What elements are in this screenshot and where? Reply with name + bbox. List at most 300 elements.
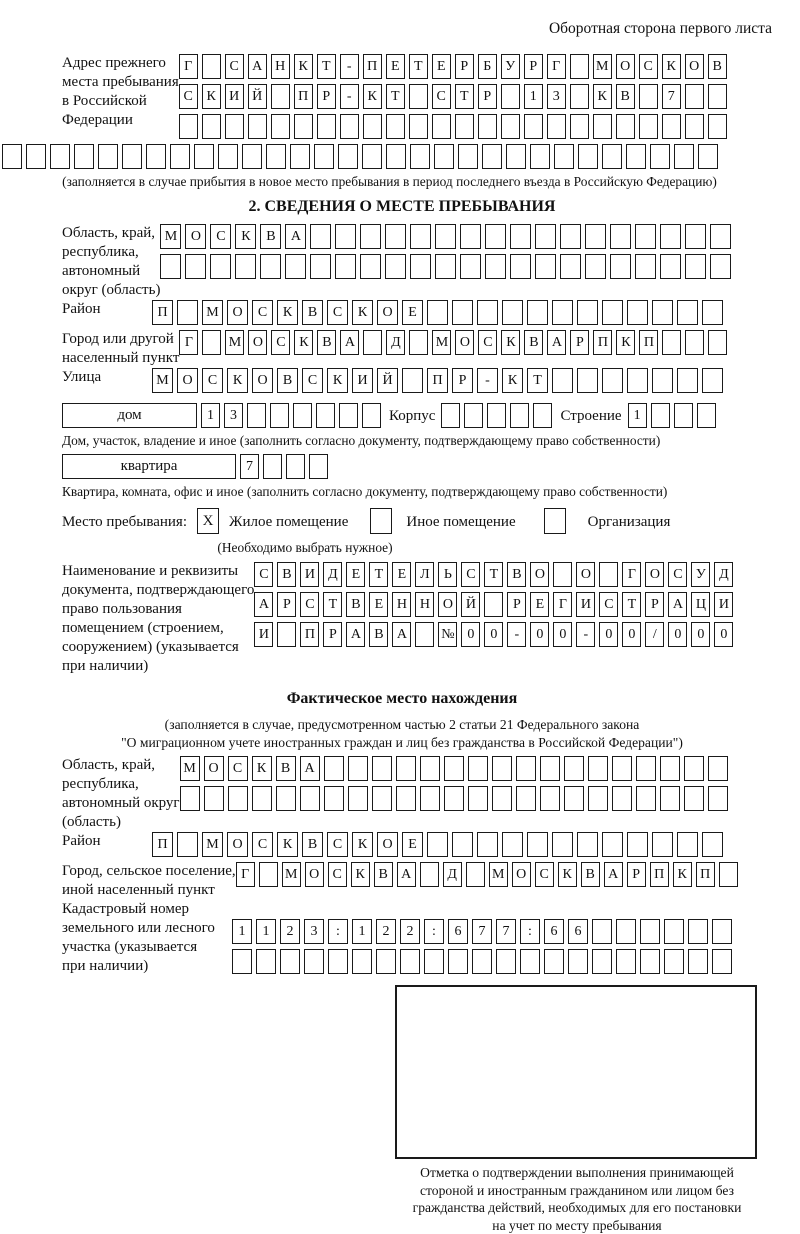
char-cell[interactable] xyxy=(452,300,473,325)
char-cell[interactable] xyxy=(570,84,589,109)
char-cell[interactable] xyxy=(50,144,70,169)
char-cell[interactable] xyxy=(520,949,540,974)
char-cell[interactable]: О xyxy=(204,756,224,781)
char-cell[interactable]: В xyxy=(708,54,727,79)
char-cell[interactable] xyxy=(664,919,684,944)
char-cell[interactable]: К xyxy=(294,54,313,79)
char-cell[interactable] xyxy=(477,832,498,857)
char-cell[interactable]: Г xyxy=(547,54,566,79)
char-cell[interactable] xyxy=(674,403,693,428)
char-cell[interactable] xyxy=(263,454,282,479)
char-cell[interactable]: Р xyxy=(645,592,664,617)
char-cell[interactable]: О xyxy=(438,592,457,617)
char-cell[interactable] xyxy=(702,368,723,393)
char-cell[interactable]: К xyxy=(673,862,692,887)
char-cell[interactable]: С xyxy=(252,832,273,857)
char-cell[interactable]: В xyxy=(507,562,526,587)
char-cell[interactable] xyxy=(277,622,296,647)
char-cell[interactable] xyxy=(179,114,198,139)
char-cell[interactable]: 2 xyxy=(376,919,396,944)
char-cell[interactable] xyxy=(434,144,454,169)
checkbox-inoe[interactable] xyxy=(370,508,392,534)
char-cell[interactable] xyxy=(314,144,334,169)
char-cell[interactable]: А xyxy=(285,224,306,249)
char-cell[interactable]: 0 xyxy=(461,622,480,647)
char-cell[interactable]: К xyxy=(294,330,313,355)
char-cell[interactable] xyxy=(160,254,181,279)
char-cell[interactable] xyxy=(547,114,566,139)
char-cell[interactable] xyxy=(588,756,608,781)
char-cell[interactable]: В xyxy=(346,592,365,617)
char-cell[interactable] xyxy=(685,84,704,109)
char-cell[interactable] xyxy=(271,114,290,139)
char-cell[interactable] xyxy=(420,862,439,887)
char-cell[interactable] xyxy=(533,403,552,428)
char-cell[interactable] xyxy=(466,862,485,887)
char-cell[interactable]: Г xyxy=(179,330,198,355)
char-cell[interactable]: В xyxy=(524,330,543,355)
char-cell[interactable]: У xyxy=(501,54,520,79)
char-cell[interactable]: / xyxy=(645,622,664,647)
char-cell[interactable] xyxy=(650,144,670,169)
char-cell[interactable] xyxy=(74,144,94,169)
char-cell[interactable] xyxy=(435,254,456,279)
char-cell[interactable]: С xyxy=(327,832,348,857)
char-cell[interactable] xyxy=(636,756,656,781)
char-cell[interactable] xyxy=(697,403,716,428)
char-cell[interactable] xyxy=(362,403,381,428)
char-cell[interactable] xyxy=(578,144,598,169)
char-cell[interactable]: М xyxy=(180,756,200,781)
char-cell[interactable]: С xyxy=(639,54,658,79)
char-cell[interactable]: П xyxy=(696,862,715,887)
char-cell[interactable] xyxy=(266,144,286,169)
char-cell[interactable] xyxy=(527,832,548,857)
char-cell[interactable]: С xyxy=(535,862,554,887)
char-cell[interactable]: : xyxy=(520,919,540,944)
char-cell[interactable] xyxy=(363,330,382,355)
char-cell[interactable]: К xyxy=(593,84,612,109)
char-cell[interactable] xyxy=(409,114,428,139)
char-cell[interactable] xyxy=(328,949,348,974)
char-cell[interactable] xyxy=(409,84,428,109)
char-cell[interactable] xyxy=(712,919,732,944)
char-cell[interactable]: 0 xyxy=(691,622,710,647)
char-cell[interactable] xyxy=(592,919,612,944)
char-cell[interactable] xyxy=(146,144,166,169)
char-cell[interactable]: О xyxy=(455,330,474,355)
char-cell[interactable]: Ь xyxy=(438,562,457,587)
char-cell[interactable] xyxy=(385,224,406,249)
char-cell[interactable] xyxy=(708,330,727,355)
char-cell[interactable]: - xyxy=(576,622,595,647)
char-cell[interactable]: И xyxy=(225,84,244,109)
char-cell[interactable]: К xyxy=(352,300,373,325)
char-cell[interactable]: М xyxy=(202,832,223,857)
char-cell[interactable] xyxy=(259,862,278,887)
char-cell[interactable]: С xyxy=(228,756,248,781)
char-cell[interactable]: О xyxy=(685,54,704,79)
char-cell[interactable] xyxy=(478,114,497,139)
char-cell[interactable] xyxy=(485,224,506,249)
char-cell[interactable] xyxy=(577,832,598,857)
char-cell[interactable]: О xyxy=(616,54,635,79)
char-cell[interactable]: 3 xyxy=(224,403,243,428)
char-cell[interactable] xyxy=(652,832,673,857)
char-cell[interactable] xyxy=(688,949,708,974)
char-cell[interactable] xyxy=(385,254,406,279)
char-cell[interactable] xyxy=(702,300,723,325)
char-cell[interactable] xyxy=(677,300,698,325)
char-cell[interactable]: Е xyxy=(402,300,423,325)
char-cell[interactable] xyxy=(577,368,598,393)
char-cell[interactable]: 7 xyxy=(496,919,516,944)
char-cell[interactable]: А xyxy=(346,622,365,647)
char-cell[interactable]: Р xyxy=(570,330,589,355)
char-cell[interactable] xyxy=(564,756,584,781)
char-cell[interactable]: М xyxy=(282,862,301,887)
char-cell[interactable] xyxy=(324,756,344,781)
char-cell[interactable] xyxy=(458,144,478,169)
char-cell[interactable] xyxy=(677,832,698,857)
char-cell[interactable] xyxy=(210,254,231,279)
char-cell[interactable] xyxy=(460,254,481,279)
char-cell[interactable] xyxy=(202,114,221,139)
char-cell[interactable]: Р xyxy=(507,592,526,617)
char-cell[interactable] xyxy=(506,144,526,169)
char-cell[interactable] xyxy=(400,949,420,974)
char-cell[interactable] xyxy=(316,403,335,428)
char-cell[interactable] xyxy=(372,786,392,811)
char-cell[interactable] xyxy=(510,224,531,249)
char-cell[interactable] xyxy=(710,224,731,249)
char-cell[interactable] xyxy=(270,403,289,428)
char-cell[interactable] xyxy=(290,144,310,169)
char-cell[interactable]: О xyxy=(576,562,595,587)
char-cell[interactable] xyxy=(410,144,430,169)
char-cell[interactable] xyxy=(202,330,221,355)
char-cell[interactable]: К xyxy=(351,862,370,887)
char-cell[interactable] xyxy=(402,368,423,393)
char-cell[interactable]: О xyxy=(185,224,206,249)
char-cell[interactable]: О xyxy=(530,562,549,587)
char-cell[interactable]: О xyxy=(377,832,398,857)
char-cell[interactable]: Р xyxy=(452,368,473,393)
char-cell[interactable] xyxy=(516,786,536,811)
char-cell[interactable] xyxy=(225,114,244,139)
char-cell[interactable] xyxy=(294,114,313,139)
char-cell[interactable] xyxy=(553,562,572,587)
char-cell[interactable]: М xyxy=(593,54,612,79)
char-cell[interactable] xyxy=(185,254,206,279)
char-cell[interactable] xyxy=(685,114,704,139)
char-cell[interactable]: В xyxy=(276,756,296,781)
char-cell[interactable]: А xyxy=(340,330,359,355)
char-cell[interactable] xyxy=(460,224,481,249)
char-cell[interactable] xyxy=(708,756,728,781)
char-cell[interactable]: Т xyxy=(317,54,336,79)
char-cell[interactable]: 0 xyxy=(622,622,641,647)
char-cell[interactable]: И xyxy=(300,562,319,587)
char-cell[interactable] xyxy=(640,919,660,944)
char-cell[interactable]: С xyxy=(252,300,273,325)
char-cell[interactable] xyxy=(612,756,632,781)
char-cell[interactable] xyxy=(564,786,584,811)
char-cell[interactable] xyxy=(304,949,324,974)
char-cell[interactable] xyxy=(218,144,238,169)
char-cell[interactable]: К xyxy=(227,368,248,393)
char-cell[interactable] xyxy=(122,144,142,169)
char-cell[interactable]: С xyxy=(668,562,687,587)
char-cell[interactable]: - xyxy=(340,84,359,109)
char-cell[interactable] xyxy=(702,832,723,857)
char-cell[interactable]: Т xyxy=(409,54,428,79)
char-cell[interactable]: П xyxy=(294,84,313,109)
char-cell[interactable]: К xyxy=(202,84,221,109)
char-cell[interactable]: О xyxy=(252,368,273,393)
char-cell[interactable]: О xyxy=(248,330,267,355)
char-cell[interactable]: Й xyxy=(248,84,267,109)
char-cell[interactable] xyxy=(710,254,731,279)
char-cell[interactable] xyxy=(610,254,631,279)
char-cell[interactable] xyxy=(552,832,573,857)
char-cell[interactable] xyxy=(26,144,46,169)
char-cell[interactable] xyxy=(602,300,623,325)
char-cell[interactable] xyxy=(420,786,440,811)
char-cell[interactable] xyxy=(427,832,448,857)
char-cell[interactable]: М xyxy=(432,330,451,355)
char-cell[interactable] xyxy=(260,254,281,279)
char-cell[interactable] xyxy=(626,144,646,169)
char-cell[interactable]: О xyxy=(645,562,664,587)
char-cell[interactable]: Д xyxy=(323,562,342,587)
char-cell[interactable] xyxy=(535,254,556,279)
char-cell[interactable]: К xyxy=(616,330,635,355)
char-cell[interactable]: П xyxy=(593,330,612,355)
char-cell[interactable] xyxy=(599,562,618,587)
char-cell[interactable] xyxy=(627,300,648,325)
char-cell[interactable] xyxy=(432,114,451,139)
char-cell[interactable] xyxy=(712,949,732,974)
char-cell[interactable]: К xyxy=(501,330,520,355)
char-cell[interactable]: 7 xyxy=(662,84,681,109)
char-cell[interactable]: А xyxy=(604,862,623,887)
char-cell[interactable]: В xyxy=(581,862,600,887)
char-cell[interactable]: В xyxy=(260,224,281,249)
char-cell[interactable] xyxy=(585,224,606,249)
char-cell[interactable]: И xyxy=(576,592,595,617)
char-cell[interactable]: И xyxy=(254,622,273,647)
char-cell[interactable]: А xyxy=(248,54,267,79)
char-cell[interactable]: 1 xyxy=(232,919,252,944)
char-cell[interactable] xyxy=(708,84,727,109)
char-cell[interactable] xyxy=(592,949,612,974)
char-cell[interactable]: Р xyxy=(524,54,543,79)
char-cell[interactable] xyxy=(441,403,460,428)
char-cell[interactable]: Д xyxy=(443,862,462,887)
char-cell[interactable]: К xyxy=(277,300,298,325)
char-cell[interactable]: 6 xyxy=(448,919,468,944)
char-cell[interactable] xyxy=(409,330,428,355)
char-cell[interactable]: В xyxy=(302,300,323,325)
char-cell[interactable] xyxy=(688,919,708,944)
char-cell[interactable] xyxy=(677,368,698,393)
char-cell[interactable] xyxy=(348,756,368,781)
char-cell[interactable]: - xyxy=(477,368,498,393)
char-cell[interactable]: О xyxy=(512,862,531,887)
char-cell[interactable]: Т xyxy=(323,592,342,617)
char-cell[interactable] xyxy=(568,949,588,974)
char-cell[interactable] xyxy=(410,224,431,249)
char-cell[interactable]: М xyxy=(152,368,173,393)
char-cell[interactable] xyxy=(492,786,512,811)
char-cell[interactable] xyxy=(577,300,598,325)
char-cell[interactable] xyxy=(338,144,358,169)
char-cell[interactable] xyxy=(660,224,681,249)
char-cell[interactable] xyxy=(472,949,492,974)
char-cell[interactable] xyxy=(360,254,381,279)
char-cell[interactable]: Й xyxy=(377,368,398,393)
char-cell[interactable] xyxy=(386,114,405,139)
char-cell[interactable] xyxy=(652,300,673,325)
char-cell[interactable] xyxy=(280,949,300,974)
char-cell[interactable] xyxy=(444,756,464,781)
char-cell[interactable] xyxy=(324,786,344,811)
char-cell[interactable]: Р xyxy=(317,84,336,109)
char-cell[interactable]: С xyxy=(432,84,451,109)
char-cell[interactable] xyxy=(335,254,356,279)
char-cell[interactable]: В xyxy=(374,862,393,887)
char-cell[interactable]: Т xyxy=(527,368,548,393)
char-cell[interactable] xyxy=(276,786,296,811)
char-cell[interactable]: В xyxy=(302,832,323,857)
char-cell[interactable] xyxy=(585,254,606,279)
char-cell[interactable]: Т xyxy=(622,592,641,617)
char-cell[interactable] xyxy=(612,786,632,811)
char-cell[interactable] xyxy=(98,144,118,169)
char-cell[interactable]: К xyxy=(327,368,348,393)
char-cell[interactable]: 0 xyxy=(668,622,687,647)
char-cell[interactable] xyxy=(286,454,305,479)
char-cell[interactable] xyxy=(468,756,488,781)
char-cell[interactable] xyxy=(627,832,648,857)
char-cell[interactable] xyxy=(2,144,22,169)
char-cell[interactable] xyxy=(602,144,622,169)
char-cell[interactable]: Е xyxy=(386,54,405,79)
char-cell[interactable] xyxy=(527,300,548,325)
char-cell[interactable]: Е xyxy=(392,562,411,587)
char-cell[interactable] xyxy=(484,592,503,617)
char-cell[interactable] xyxy=(455,114,474,139)
char-cell[interactable]: Д xyxy=(714,562,733,587)
char-cell[interactable]: 7 xyxy=(240,454,259,479)
char-cell[interactable] xyxy=(360,224,381,249)
char-cell[interactable] xyxy=(202,54,221,79)
char-cell[interactable]: С xyxy=(225,54,244,79)
char-cell[interactable]: С xyxy=(302,368,323,393)
char-cell[interactable] xyxy=(610,224,631,249)
char-cell[interactable] xyxy=(635,224,656,249)
char-cell[interactable] xyxy=(635,254,656,279)
char-cell[interactable] xyxy=(170,144,190,169)
char-cell[interactable] xyxy=(616,949,636,974)
char-cell[interactable]: К xyxy=(558,862,577,887)
char-cell[interactable] xyxy=(228,786,248,811)
char-cell[interactable] xyxy=(496,949,516,974)
char-cell[interactable] xyxy=(410,254,431,279)
char-cell[interactable]: К xyxy=(662,54,681,79)
char-cell[interactable]: Д xyxy=(386,330,405,355)
char-cell[interactable]: О xyxy=(305,862,324,887)
char-cell[interactable] xyxy=(602,368,623,393)
char-cell[interactable] xyxy=(640,949,660,974)
char-cell[interactable]: П xyxy=(152,300,173,325)
char-cell[interactable]: В xyxy=(277,368,298,393)
char-cell[interactable]: Т xyxy=(484,562,503,587)
char-cell[interactable] xyxy=(177,832,198,857)
char-cell[interactable] xyxy=(348,786,368,811)
char-cell[interactable]: 0 xyxy=(553,622,572,647)
char-cell[interactable]: 1 xyxy=(352,919,372,944)
char-cell[interactable] xyxy=(235,254,256,279)
char-cell[interactable] xyxy=(552,300,573,325)
kvartira-type-box[interactable]: квартира xyxy=(62,454,236,479)
char-cell[interactable]: А xyxy=(254,592,273,617)
char-cell[interactable] xyxy=(540,786,560,811)
checkbox-zhiloe[interactable]: X xyxy=(197,508,219,534)
char-cell[interactable] xyxy=(435,224,456,249)
char-cell[interactable] xyxy=(685,254,706,279)
char-cell[interactable]: К xyxy=(363,84,382,109)
char-cell[interactable]: № xyxy=(438,622,457,647)
char-cell[interactable] xyxy=(242,144,262,169)
char-cell[interactable] xyxy=(560,224,581,249)
char-cell[interactable] xyxy=(552,368,573,393)
char-cell[interactable]: Ц xyxy=(691,592,710,617)
char-cell[interactable]: О xyxy=(177,368,198,393)
char-cell[interactable]: 2 xyxy=(400,919,420,944)
char-cell[interactable] xyxy=(501,84,520,109)
char-cell[interactable]: Р xyxy=(478,84,497,109)
char-cell[interactable]: - xyxy=(507,622,526,647)
char-cell[interactable] xyxy=(317,114,336,139)
char-cell[interactable] xyxy=(660,756,680,781)
char-cell[interactable] xyxy=(177,300,198,325)
char-cell[interactable]: Т xyxy=(369,562,388,587)
char-cell[interactable] xyxy=(636,786,656,811)
char-cell[interactable]: В xyxy=(277,562,296,587)
char-cell[interactable] xyxy=(530,144,550,169)
char-cell[interactable]: Н xyxy=(415,592,434,617)
char-cell[interactable]: К xyxy=(277,832,298,857)
char-cell[interactable]: Е xyxy=(369,592,388,617)
char-cell[interactable]: 0 xyxy=(599,622,618,647)
char-cell[interactable]: - xyxy=(340,54,359,79)
char-cell[interactable] xyxy=(502,300,523,325)
char-cell[interactable] xyxy=(554,144,574,169)
char-cell[interactable] xyxy=(708,114,727,139)
char-cell[interactable]: Р xyxy=(455,54,474,79)
char-cell[interactable] xyxy=(339,403,358,428)
char-cell[interactable]: М xyxy=(489,862,508,887)
char-cell[interactable] xyxy=(300,786,320,811)
char-cell[interactable] xyxy=(271,84,290,109)
char-cell[interactable] xyxy=(487,403,506,428)
char-cell[interactable] xyxy=(376,949,396,974)
char-cell[interactable]: Р xyxy=(627,862,646,887)
char-cell[interactable]: М xyxy=(160,224,181,249)
char-cell[interactable] xyxy=(427,300,448,325)
